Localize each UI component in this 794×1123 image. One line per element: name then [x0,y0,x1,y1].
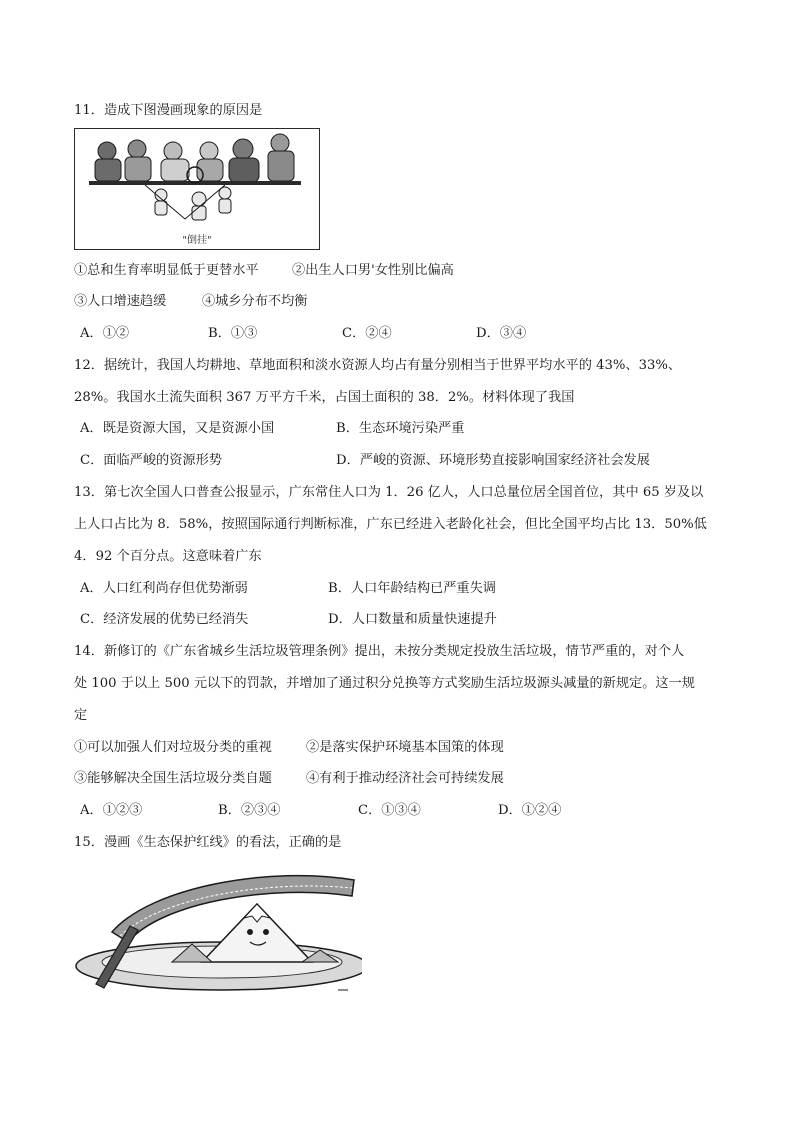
q11-stem: 11．造成下图漫画现象的原因是 [74,103,263,118]
q11-option-a: A．①② [80,326,130,341]
q11-statement-4: ④城乡分布不均衡 [202,294,308,309]
q15-cartoon [72,866,362,1000]
q13-option-b: B．人口年龄结构已严重失调 [328,581,496,596]
q11-statement-2: ②出生人口男'女性别比偏高 [292,263,454,278]
q13-option-a: A．人口红利尚存但优势渐弱 [80,581,248,596]
q11-statement-3: ③人口增速趋缓 [74,294,167,309]
q12-line-1: 12．据统计，我国人均耕地、草地面积和淡水资源人均占有量分别相当于世界平均水平的 43%、33%、 [74,358,682,373]
q11-statement-1: ①总和生育率明显低于更替水平 [74,263,259,278]
q12-option-c: C．面临严峻的资源形势 [80,453,222,468]
q11-option-d: D．③④ [476,326,527,341]
q13-line-2: 上人口占比为 8．58%，按照国际通行判断标准，广东已经进入老龄化社会，但比全国平均占比 13．50%低 [74,517,707,532]
q13-option-d: D．人口数量和质量快速提升 [328,612,497,627]
q11-option-c: C．②④ [342,326,392,341]
q13-line-1: 13．第七次全国人口普查公报显示，广东常住人口为 1．26 亿人，人口总量位居全国首位，其中 65 岁及以 [74,485,704,500]
q11-cartoon [74,128,320,250]
q12-option-a: A．既是资源大国，又是资源小国 [80,421,275,436]
q14-line-3: 定 [74,708,88,723]
q14-option-c: C．①③④ [358,803,421,818]
q14-statement-2: ②是落实保护环境基本国策的体现 [306,740,504,755]
q14-option-d: D．①②④ [498,803,562,818]
q11-option-b: B．①③ [208,326,258,341]
q12-option-b: B．生态环境污染严重 [336,421,465,436]
q11-cartoon-caption: "倒挂" [182,235,212,246]
q14-line-2: 处 100 于以上 500 元以下的罚款，并增加了通过积分兑换等方式奖励生活垃圾源头减量的新规定。这一规 [74,676,695,691]
q13-line-3: 4．92 个百分点。这意味着广东 [74,549,262,564]
q13-option-c: C．经济发展的优势已经消失 [80,612,249,627]
q14-statement-3: ③能够解决全国生活垃圾分类自题 [74,771,272,786]
q14-option-a: A．①②③ [80,803,143,818]
q12-option-d: D．严峻的资源、环境形势直接影响国家经济社会发展 [336,453,650,468]
q15-stem: 15．漫画《生态保护红线》的看法，正确的是 [74,835,342,850]
q14-statement-4: ④有利于推动经济社会可持续发展 [306,771,504,786]
q14-statement-1: ①可以加强人们对垃圾分类的重视 [74,740,272,755]
q14-option-b: B．②③④ [218,803,281,818]
ecological-red-line-cartoon-image [72,866,362,1000]
q12-line-2: 28%。我国水土流失面积 367 万平方千米，占国土面积的 38．2%。材料体现了我国 [74,390,575,405]
q14-line-1: 14．新修订的《广东省城乡生活垃圾管理条例》提出，未按分类规定投放生活垃圾，情节严重的，对个人 [74,644,685,659]
